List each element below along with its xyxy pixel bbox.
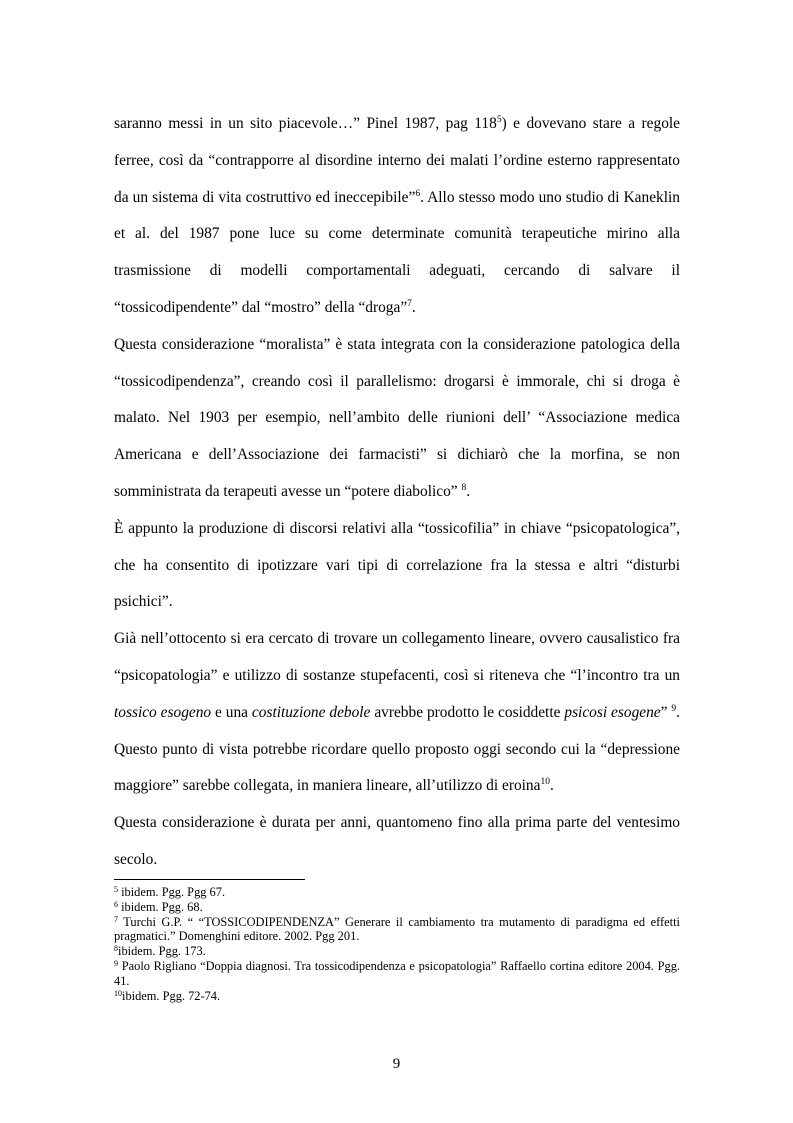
paragraph-5 [114,805,680,879]
text-run: . [549,777,554,795]
footnote-8 [114,944,680,959]
footnote-7 [114,915,680,945]
page-number: 9 [392,1056,401,1072]
footnote-text: ibidem. Pgg. 173. [118,944,206,959]
text-run: Questa considerazione è durata per anni, quantomeno fino alla prima parte del ventesimo secolo. [114,814,680,868]
paragraph-2 [114,327,680,511]
footnote-9 [114,959,680,989]
body-text [114,106,680,879]
paragraph-3 [114,511,680,621]
text-run: . Allo stesso modo uno studio di Kaneklin et al. del 1987 pone luce su come determinate comunità terapeutiche mirino alla trasmissione di modelli comportamentali adeguati, cercando di salvare il “tossicodipendente” dal “mostro” della “droga” [114,188,680,316]
footnote-ref-9[interactable]: 9 [671,703,677,714]
text-run: ) e dovevano stare a regole ferree, così da “contrapporre al disordine interno dei malati l’ordine esterno rappresentato da un sistema di vita costruttivo ed ineccepibile” [114,115,680,206]
italic-text: psicosi esogene [564,703,661,721]
footnote-separator [114,879,305,880]
text-run: . Questo punto di vista potrebbe ricordare quello proposto oggi secondo cui la “depressione maggiore” sarebbe collegata, in maniera lineare, all’utilizzo di eroina [114,703,680,795]
paragraph-1 [114,106,680,327]
footnote-6 [114,900,680,915]
footnotes [114,885,680,1003]
footnote-number: 6 [114,899,118,909]
footnote-ref-6[interactable]: 6 [415,188,421,199]
text-run: ” [660,703,672,721]
italic-text: costituzione debole [251,703,371,721]
footnote-text: Paolo Rigliano “Doppia diagnosi. Tra tossicodipendenza e psicopatologia” Raffaello cortina editore 2004. Pgg. 41. [114,958,680,988]
text-run: saranno messi in un sito piacevole…” Pinel 1987, pag 118 [114,115,497,132]
paragraph-4 [114,621,680,805]
footnote-text: ibidem. Pgg. 72-74. [122,988,221,1003]
footnote-text: Turchi G.P. “ “TOSSICODIPENDENZA” Generare il cambiamento tra mutamento di paradigma ed effetti pragmatici.” Domenghini editore. 2002. Pgg 201. [114,914,680,944]
footnote-number: 5 [114,885,118,894]
footnote-ref-7[interactable]: 7 [407,298,412,309]
text-run: . [411,298,416,316]
footnote-number: 9 [114,958,118,968]
text-run: Questa considerazione “moralista” è stata integrata con la considerazione patologica della “tossicodipendenza”, creando così il parallelismo: drogarsi è immorale, chi si droga è malato. Nel 1903 per esempio, nell’ambito delle riunioni dell’ “Associazione medica Americana e dell’Associazione dei farmacisti” si dichiarò che la morfina, se non somministrata da terapeuti avesse un “potere diabolico” [114,335,680,500]
footnote-text: ibidem. Pgg. 68. [118,899,203,914]
footnote-10 [114,989,680,1004]
footnote-ref-5[interactable]: 5 [496,115,502,125]
footnote-ref-10[interactable]: 10 [540,777,550,788]
text-run: avrebbe prodotto le cosiddette [370,703,565,721]
text-run: e una [211,703,252,721]
text-run: . [466,482,471,500]
footnote-number: 8 [114,944,118,954]
footnote-text: ibidem. Pgg. Pgg 67. [118,885,226,899]
footnote-ref-8[interactable]: 8 [461,482,467,493]
footnote-5 [114,885,680,900]
italic-text: tossico esogeno [114,703,212,721]
text-run: Già nell’ottocento si era cercato di trovare un collegamento lineare, ovvero causalistico fra “psicopatologia” e utilizzo di sostanze stupefacenti, così si riteneva che “l’incontro tra un [114,630,680,684]
text-run: È appunto la produzione di discorsi relativi alla “tossicofilia” in chiave “psicopatologica”, che ha consentito di ipotizzare vari tipi di correlazione fra la stessa e altri “disturbi psichici”. [114,519,680,611]
footnote-number: 10 [114,988,122,998]
footnote-number: 7 [114,914,118,924]
